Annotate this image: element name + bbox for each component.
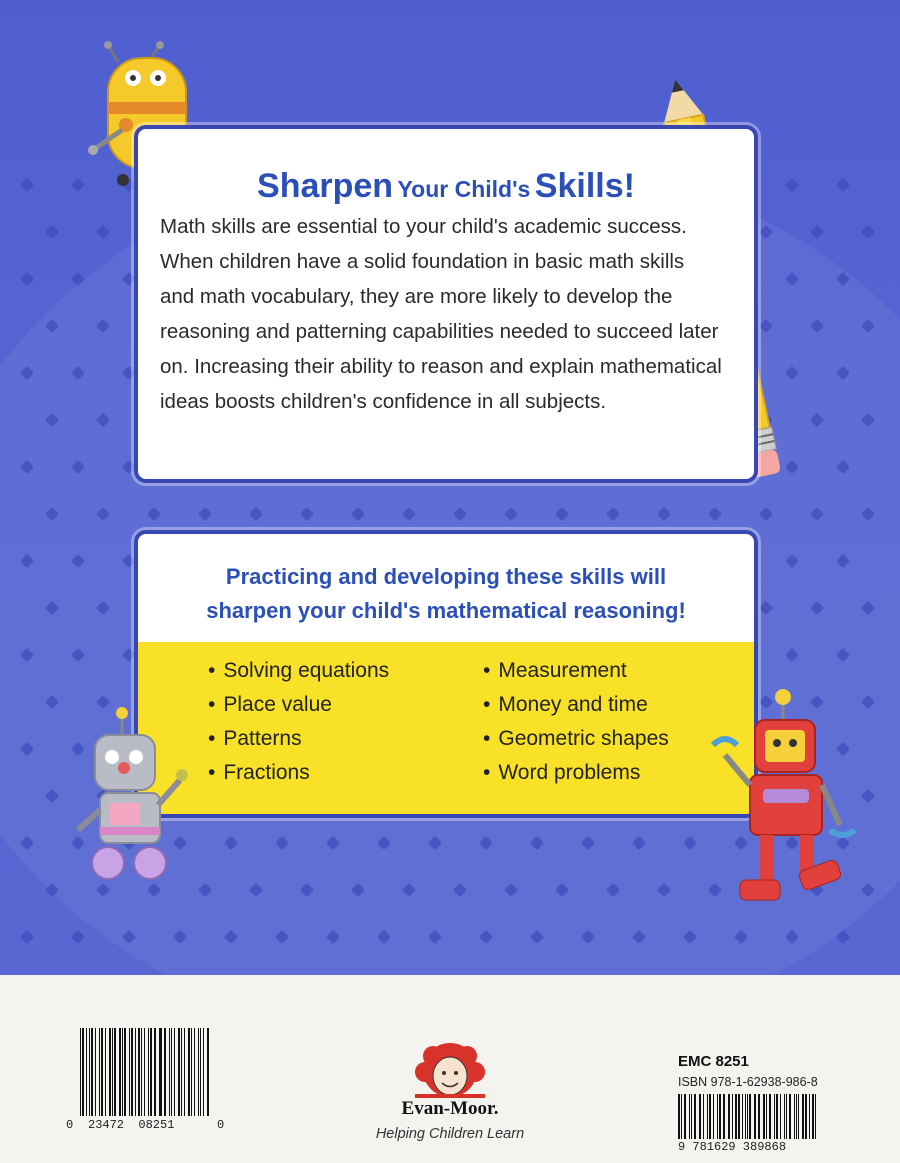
diamond-dot [20, 272, 34, 286]
barcode-bar [99, 1028, 100, 1116]
barcode-bar [119, 1028, 120, 1116]
barcode-bar [114, 1028, 116, 1116]
skill-item: • Word problems [483, 756, 669, 790]
barcode-bar [700, 1094, 701, 1139]
barcode-bar [780, 1094, 781, 1139]
barcode-bar [164, 1028, 166, 1116]
barcode-bar [769, 1094, 771, 1139]
barcode-bar [689, 1094, 690, 1139]
barcode-bar [131, 1028, 133, 1116]
barcode-bar [719, 1094, 721, 1139]
barcode-bar [203, 1028, 204, 1116]
skills-list-right [483, 654, 669, 790]
barcode-bar [109, 1028, 110, 1116]
barcode-bar [815, 1094, 816, 1139]
skill-item: • Measurement [483, 654, 669, 688]
barcode-bar [141, 1028, 142, 1116]
skills-panel [134, 530, 758, 818]
barcode-bar [745, 1094, 746, 1139]
product-code: EMC 8251 [678, 1053, 749, 1070]
barcode-bar [798, 1094, 799, 1139]
barcode-bar [207, 1028, 209, 1116]
skills-heading-line2: sharpen your child's mathematical reasoning! [206, 598, 686, 623]
barcode-bar [691, 1094, 692, 1139]
barcode-bar [758, 1094, 760, 1139]
diamond-dot [20, 178, 34, 192]
barcode-bar [160, 1028, 161, 1116]
upc-barcode [80, 1028, 210, 1116]
barcode-bar [169, 1028, 170, 1116]
barcode-bar [678, 1094, 680, 1139]
barcode-bar [200, 1028, 201, 1116]
barcode-bar [122, 1028, 123, 1116]
isbn-barcode-number: 9 781629 389868 [678, 1140, 787, 1154]
skill-item: • Place value [208, 688, 389, 722]
barcode-bar [754, 1094, 755, 1139]
barcode-bar [112, 1028, 113, 1116]
barcode-bar [747, 1094, 748, 1139]
barcode-bar [784, 1094, 785, 1139]
diamond-dot [96, 225, 110, 239]
skills-heading-line1: Practicing and developing these skills will [225, 564, 667, 589]
diamond-dot [861, 225, 875, 239]
barcode-bar [786, 1094, 787, 1139]
barcode-bar [95, 1028, 96, 1116]
barcode-bar [732, 1094, 733, 1139]
barcode-bar [738, 1094, 740, 1139]
barcode-bar [774, 1094, 776, 1139]
diamond-dot [71, 930, 85, 944]
barcode-bar [809, 1094, 810, 1139]
barcode-bar [138, 1028, 139, 1116]
barcode-bar [713, 1094, 715, 1139]
barcode-bar [154, 1028, 156, 1116]
title-word-sharpen: Sharpen [257, 167, 394, 205]
skill-item: • Solving equations [208, 654, 389, 688]
panel-title [138, 167, 754, 206]
barcode-bar [796, 1094, 797, 1139]
barcode-bar [755, 1094, 756, 1139]
barcode-bar [124, 1028, 125, 1116]
barcode-bar [171, 1028, 172, 1116]
barcode-bar [717, 1094, 718, 1139]
upc-right-digit: 0 [217, 1118, 225, 1132]
barcode-bar [174, 1028, 175, 1116]
upc-number: 23472 08251 [88, 1118, 175, 1132]
barcode-bar [794, 1094, 795, 1139]
barcode-bar [763, 1094, 765, 1139]
barcode-bar [144, 1028, 145, 1116]
barcode-bar [188, 1028, 190, 1116]
skill-item: • Fractions [208, 756, 389, 790]
barcode-bar [194, 1028, 195, 1116]
red-robot-illustration [705, 685, 865, 920]
barcode-bar [135, 1028, 136, 1116]
barcode-bar [105, 1028, 106, 1116]
barcode-bar [148, 1028, 149, 1116]
barcode-bar [789, 1094, 790, 1139]
barcode-bar [802, 1094, 804, 1139]
publisher-tagline: Helping Children Learn [375, 1126, 525, 1142]
upc-left-digit: 0 [66, 1118, 74, 1132]
barcode-bar [80, 1028, 81, 1116]
skill-item: • Geometric shapes [483, 722, 669, 756]
barcode-bar [681, 1094, 682, 1139]
barcode-bar [178, 1028, 180, 1116]
title-word-skills: Skills! [534, 167, 635, 205]
barcode-bar [729, 1094, 730, 1139]
barcode-bar [86, 1028, 87, 1116]
barcode-bar [198, 1028, 199, 1116]
barcode-bar [707, 1094, 708, 1139]
barcode-bar [159, 1028, 160, 1116]
skill-item: • Money and time [483, 688, 669, 722]
skills-list-left [208, 654, 389, 790]
barcode-bar [812, 1094, 814, 1139]
isbn-label: ISBN 978-1-62938-986-8 [678, 1075, 818, 1089]
isbn-barcode [678, 1094, 818, 1139]
barcode-bar [101, 1028, 103, 1116]
barcode-bar [805, 1094, 807, 1139]
barcode-bar [82, 1028, 83, 1116]
barcode-bar [191, 1028, 192, 1116]
barcode-bar [694, 1094, 696, 1139]
barcode-bar [766, 1094, 767, 1139]
skill-item: • Patterns [208, 722, 389, 756]
publisher-name: Evan-Moor. [401, 1098, 499, 1119]
barcode-bar [749, 1094, 750, 1139]
barcode-bar [703, 1094, 704, 1139]
diamond-dot [836, 178, 850, 192]
barcode-bar [684, 1094, 686, 1139]
barcode-bar [728, 1094, 729, 1139]
barcode-bar [742, 1094, 743, 1139]
barcode-bar [89, 1028, 90, 1116]
barcode-bar [184, 1028, 185, 1116]
evan-moor-logo [395, 1038, 505, 1100]
skills-heading [138, 560, 754, 628]
barcode-bar [129, 1028, 130, 1116]
barcode-bar [735, 1094, 736, 1139]
intro-paragraph: Math skills are essential to your child's academic success. When children have a solid foundation in basic math skills and math vocabulary, they are more likely to develop the reasoning and patterning capabilities needed to succeed later on. Increasing their ability to reason and explain mathematical ideas boosts children's confidence in all subjects. [160, 215, 722, 413]
barcode-bar [723, 1094, 725, 1139]
barcode-bar [91, 1028, 92, 1116]
barcode-bar [699, 1094, 700, 1139]
title-middle: Your Child's [397, 176, 531, 202]
diamond-dot [45, 225, 59, 239]
barcode-bar [709, 1094, 711, 1139]
gray-robot-illustration [70, 705, 195, 885]
barcode-bar [776, 1094, 777, 1139]
diamond-dot [785, 178, 799, 192]
barcode-bar [181, 1028, 182, 1116]
intro-panel [134, 125, 758, 483]
barcode-bar [150, 1028, 152, 1116]
diamond-dot [810, 225, 824, 239]
diamond-dot [20, 930, 34, 944]
